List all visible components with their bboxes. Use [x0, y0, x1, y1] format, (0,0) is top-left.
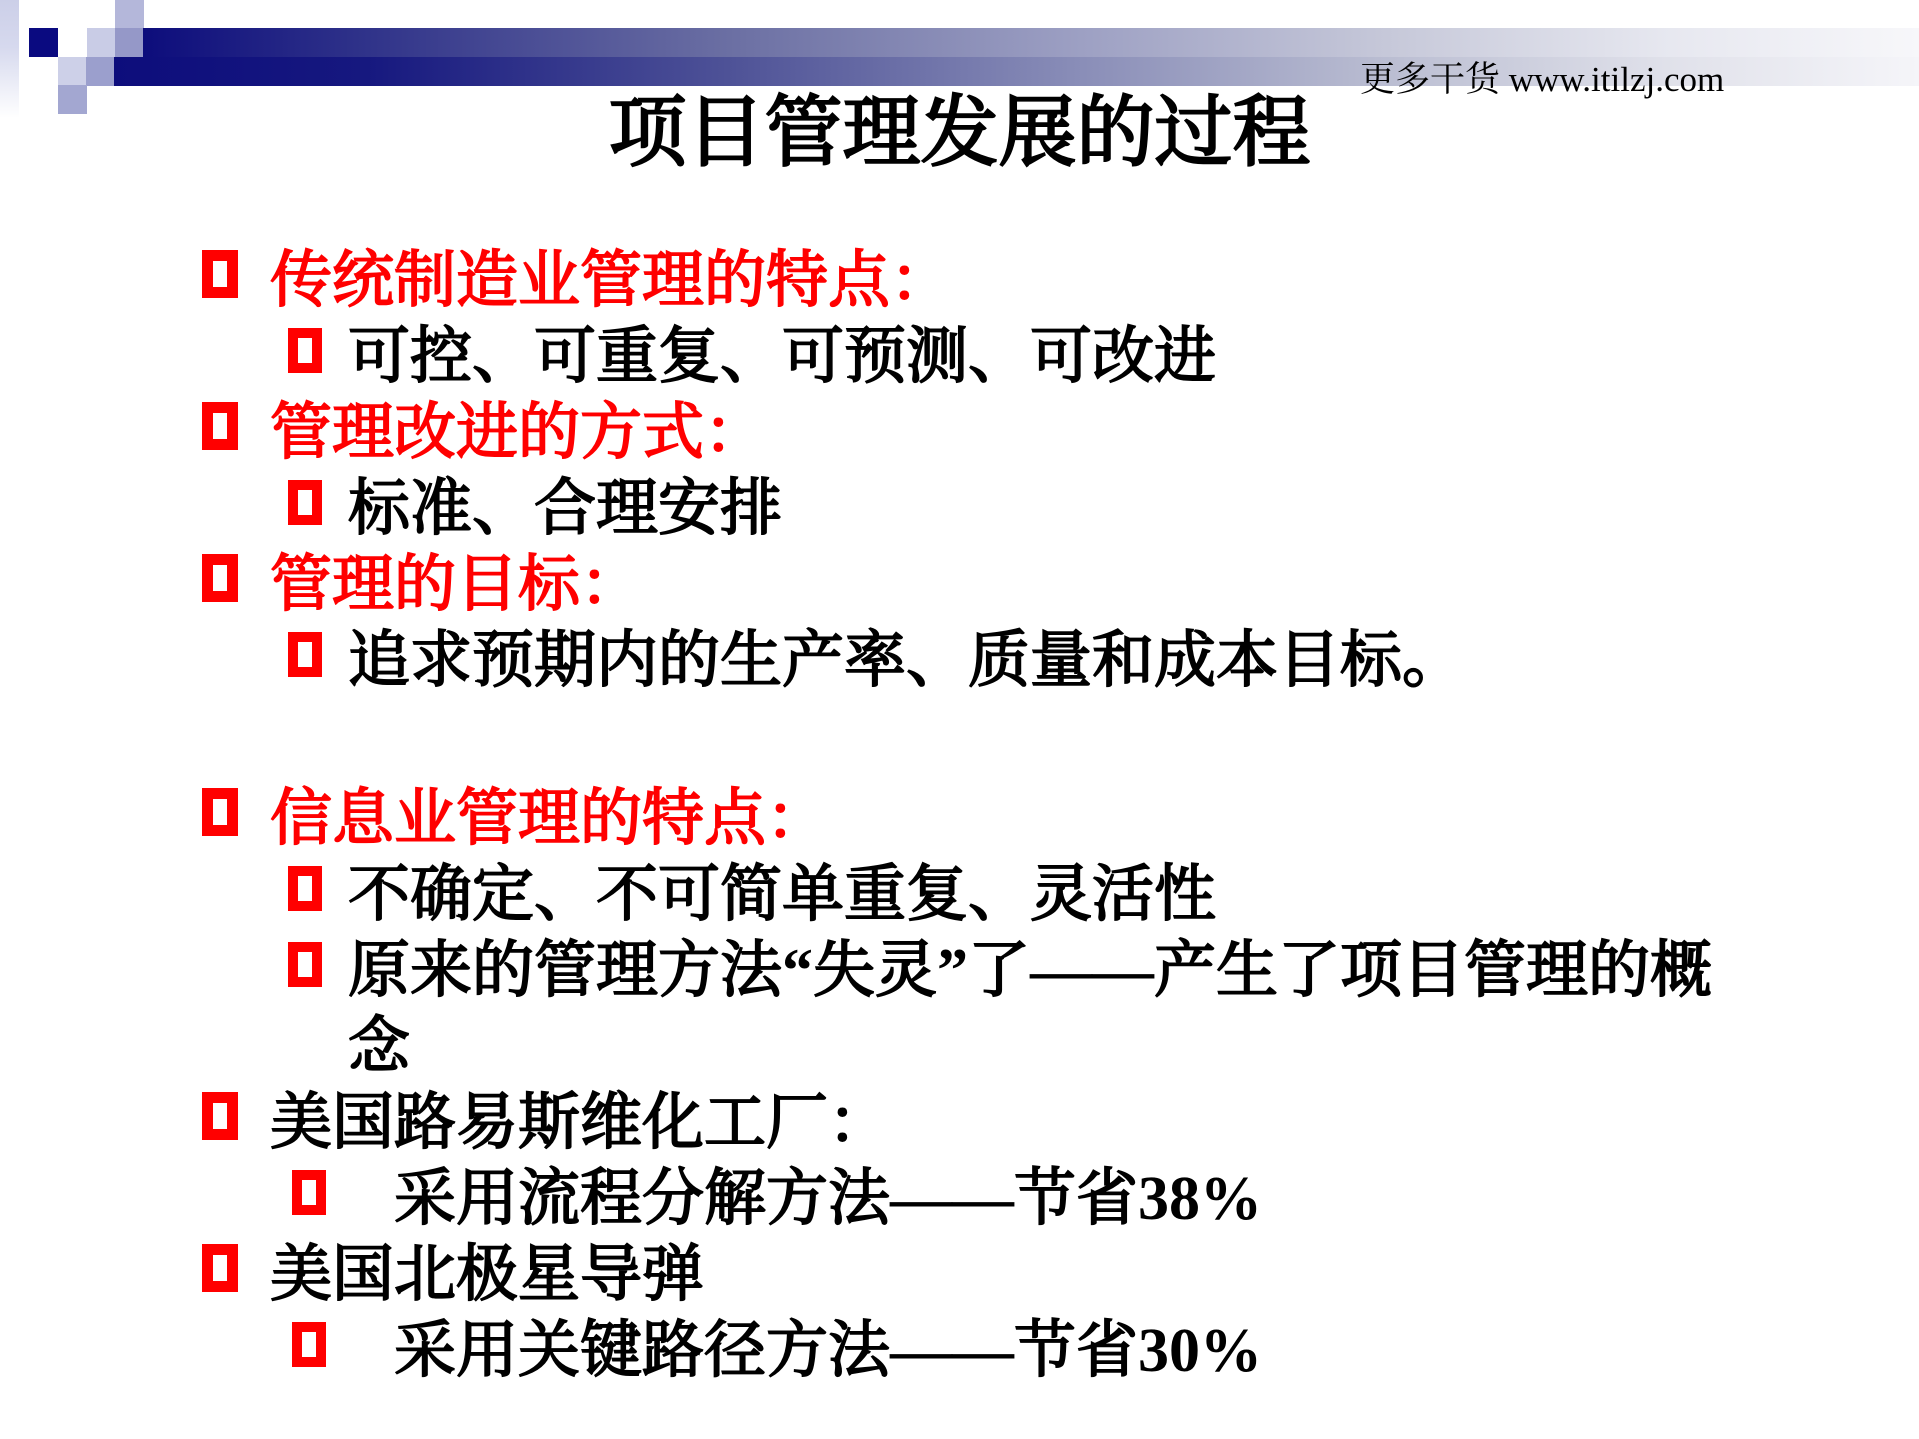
line-text: 管理改进的方式： — [270, 398, 767, 467]
list-line — [0, 774, 1900, 853]
line-text: 念 — [348, 1012, 411, 1081]
line-text: 原来的管理方法“失灵”了——产生了项目管理的概 — [348, 936, 1713, 1005]
line-text: 传统制造业管理的特点： — [270, 246, 953, 315]
list-line — [0, 1230, 1900, 1309]
line-text: 不确定、不可简单重复、灵活性 — [348, 860, 1217, 929]
line-text: 标准、合理安排 — [348, 474, 783, 543]
line-text: 管理的目标： — [270, 550, 643, 619]
square-bullet-icon — [292, 1170, 326, 1215]
line-text: 采用关键路径方法——节省30% — [394, 1316, 1263, 1385]
list-line — [0, 312, 1900, 391]
square-bullet-icon — [288, 942, 322, 987]
square-bullet-icon — [292, 1322, 326, 1367]
line-text: 采用流程分解方法——节省38% — [394, 1164, 1263, 1233]
page-title: 项目管理发展的过程 — [608, 89, 1311, 176]
square-bullet-icon — [202, 402, 238, 450]
list-line — [0, 464, 1900, 543]
list-line — [0, 616, 1900, 695]
line-text: 美国路易斯维化工厂： — [270, 1088, 891, 1157]
line-text: 可控、可重复、可预测、可改进 — [348, 322, 1217, 391]
list-line — [0, 1306, 1900, 1385]
line-text: 信息业管理的特点： — [270, 784, 829, 853]
square-bullet-icon — [288, 328, 322, 373]
list-line — [0, 1002, 1900, 1081]
list-line — [0, 236, 1900, 315]
square-bullet-icon — [202, 1092, 238, 1140]
deco-square — [29, 28, 58, 57]
deco-square — [87, 28, 116, 57]
square-bullet-icon — [288, 632, 322, 677]
square-bullet-icon — [202, 250, 238, 298]
square-bullet-icon — [288, 480, 322, 525]
list-line — [0, 540, 1900, 619]
deco-square — [86, 57, 115, 86]
list-line — [0, 388, 1900, 467]
list-line — [0, 1078, 1900, 1157]
deco-square — [58, 57, 87, 86]
square-bullet-icon — [202, 554, 238, 602]
line-text: 美国北极星导弹 — [270, 1240, 705, 1309]
list-line — [0, 1154, 1900, 1233]
square-bullet-icon — [288, 866, 322, 911]
line-text: 追求预期内的生产率、质量和成本目标。 — [348, 626, 1465, 695]
list-line — [0, 850, 1900, 929]
deco-square — [115, 28, 144, 57]
square-bullet-icon — [202, 1244, 238, 1292]
list-line — [0, 926, 1900, 1005]
spacer — [0, 692, 1900, 774]
deco-square — [115, 0, 144, 29]
watermark-text: 更多干货 www.itilzj.com — [1360, 60, 1725, 99]
content-list — [0, 236, 1900, 1385]
square-bullet-icon — [202, 788, 238, 836]
